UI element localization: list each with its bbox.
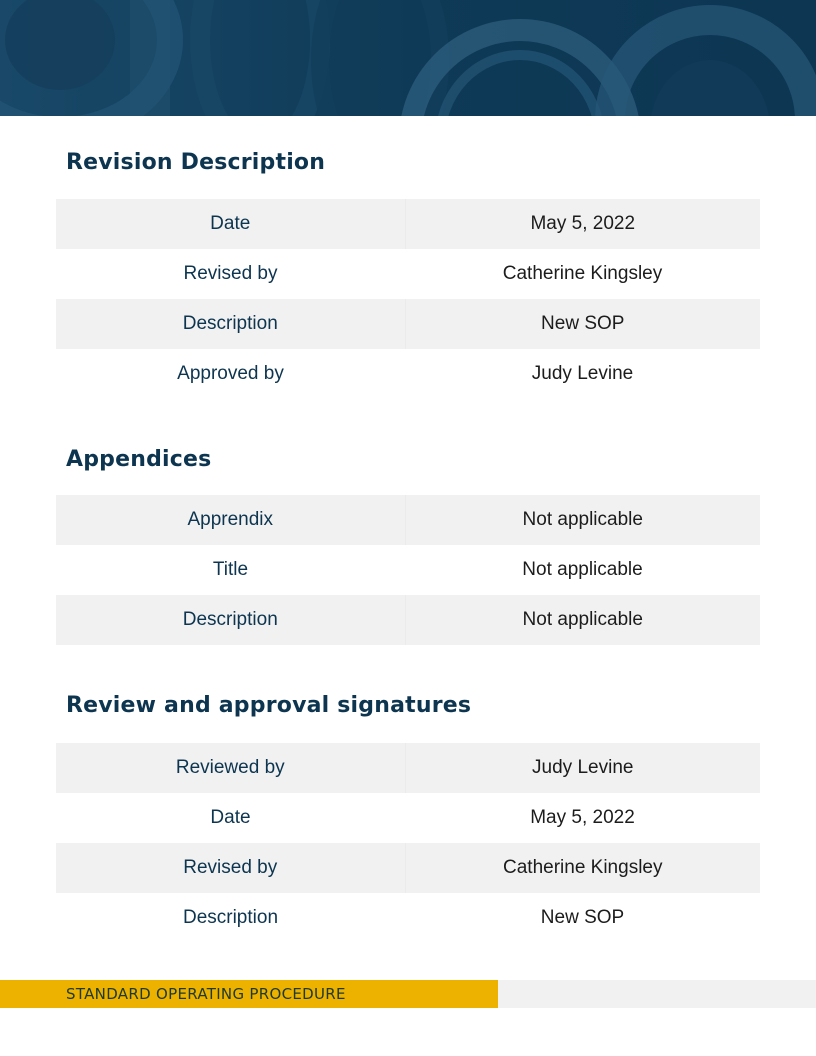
table-row [56,495,760,545]
table-row [56,743,760,793]
row-label: Reviewed by [56,743,406,793]
row-value: Not applicable [522,609,643,630]
row-value: Catherine Kingsley [502,263,663,284]
row-value: May 5, 2022 [530,807,635,828]
row-value: New SOP [541,313,625,334]
row-label: Description [182,907,279,928]
row-value: Not applicable [522,509,643,530]
row-value: Judy Levine [531,363,634,384]
row-label: Approved by [177,363,284,384]
table-row [56,595,760,645]
row-label: Description [56,595,406,645]
revision-description-table [56,199,760,399]
row-label: Apprendix [56,495,406,545]
table-row [56,545,760,595]
table-row [56,249,760,299]
section-title-appendices: Appendices [66,447,212,472]
footer-accent-band [0,980,498,1008]
row-value: Catherine Kingsley [503,857,663,878]
row-label: Date [210,807,251,828]
header-banner-image [0,0,816,116]
row-label: Revised by [56,843,406,893]
row-label: Date [56,199,406,249]
review-approval-table [56,743,760,943]
section-title-review-approval-signatures: Review and approval signatures [66,693,472,718]
section-title-revision-description: Revision Description [66,150,326,175]
row-value: May 5, 2022 [530,213,636,234]
row-value: Judy Levine [532,757,634,778]
appendices-table [56,495,760,645]
table-row [56,793,760,843]
table-row [56,199,760,249]
table-row [56,893,760,943]
table-row [56,843,760,893]
row-label: Title [212,559,249,580]
row-value: Not applicable [522,559,643,580]
footer-label: STANDARD OPERATING PROCEDURE [66,985,346,1003]
row-value: New SOP [540,907,625,928]
footer-bar [0,980,816,1008]
row-label: Description [56,299,406,349]
washing-machine-photo-icon [0,0,816,116]
row-label: Revised by [183,263,278,284]
table-row [56,349,760,399]
table-row [56,299,760,349]
